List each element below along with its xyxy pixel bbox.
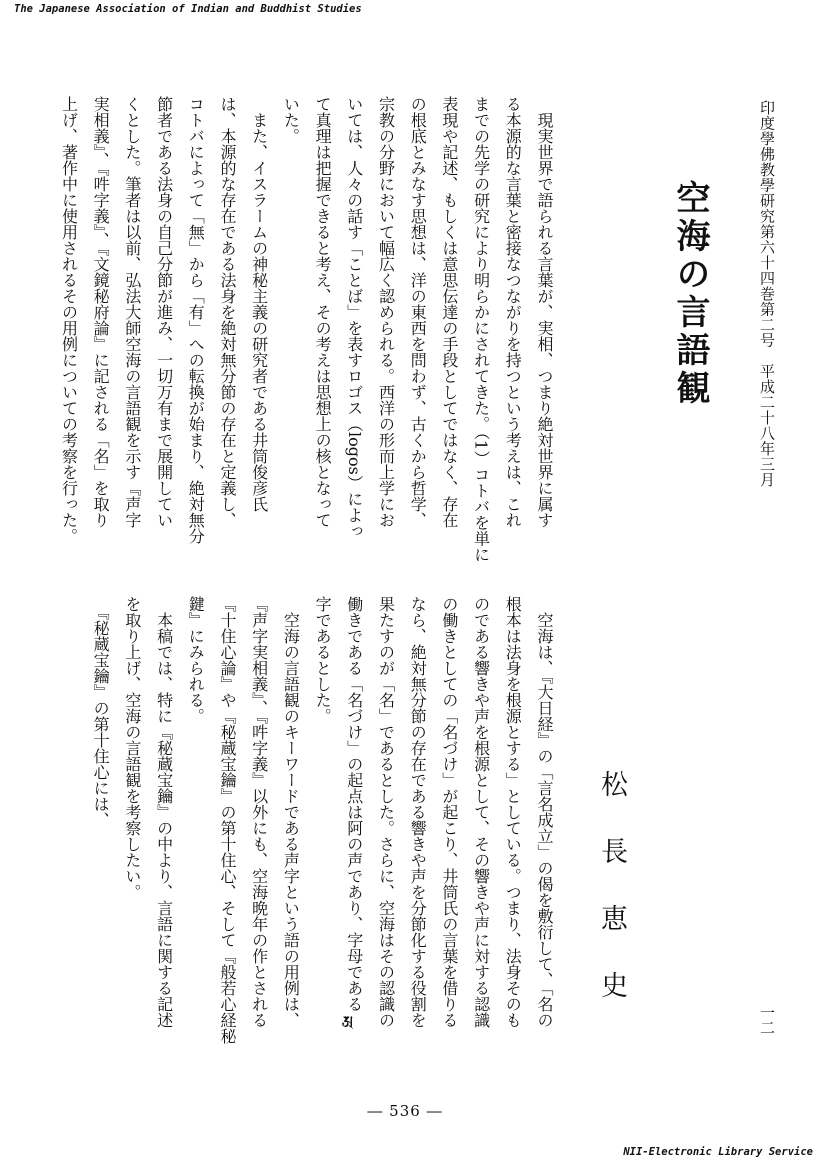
author-name: 松長恵史 (596, 770, 627, 1038)
body-text-upper: 現実世界で語られる言葉が、実相、つまり絶対世界に属す る本源的な言葉と密接なつながりを持つという考えは、これ までの先学の研究により明らかにされてきた。（1）コトバを単に 表現や記述、もしくは意思伝達の手段としてではなく、存在 の根底とみなす思想は、洋の東西を問わず、古くから哲学、 宗教の分野において幅広く認められる。西洋の形而上学にお いては、人々の話す「ことば」を表すロゴス（logos）によっ て真理は把握できると考え、その考えは思想上の核となって いた。 また、イスラームの神秘主義の研究者である井筒俊彦氏 は、本源的な存在である法身を絶対無分節の存在と定義し、 コトバによって「無」から「有」への転換が始まり、絶対無分 節者である法身の自己分節が進み、一切万有まで展開してい くとした。筆者は以前、弘法大師空海の言語観を示す『声字 実相義』、『吽字義』、『文鏡秘府論』に記される「名」を取り 上げ、著作中に使用されるその用例についての考察を行った。 (59, 96, 554, 563)
page-number: ― 536 ― (367, 1102, 443, 1120)
page-number-kanji: 一二 (758, 1005, 776, 1035)
library-service-footer: NII-Electronic Library Service (623, 1146, 813, 1158)
association-header: The Japanese Association of Indian and Buddhist Studies (14, 3, 362, 15)
body-text-lower: 空海は、『大日経』の「言名成立」の偈を敷衍して、「名の 根本は法身を根源とする」としている。つまり、法身そのも のである響きや声を根源として、その響きや声に対する認識 の働きとしての「名づけ」が起こり、井筒氏の言葉を借りる なら、絶対無分節の存在である響きや声を分節化する役割を 果たすのが「名」であるとした。さらに、空海はその認識の 働きである「名づけ」の起点は阿の声であり、字母である𑖀 字であるとした。 空海の言語観のキーワードである声字という語の用例は、 『声字実相義』、『吽字義』以外にも、空海晩年の作とされる 『十住心論』や『秘蔵宝鑰』の第十住心、そして『般若心経秘 鍵』にみられる。 本稿では、特に『秘蔵宝鑰』の中より、言語に関する記述 を取り上げ、空海の言語観を考察したい。 『秘蔵宝鑰』の第十住心には、 (91, 596, 554, 1044)
journal-citation: 印度學佛教學研究第六十四巻第二号 平成二十八年三月 (758, 100, 776, 488)
article-title: 空海の言語観 (670, 180, 710, 408)
